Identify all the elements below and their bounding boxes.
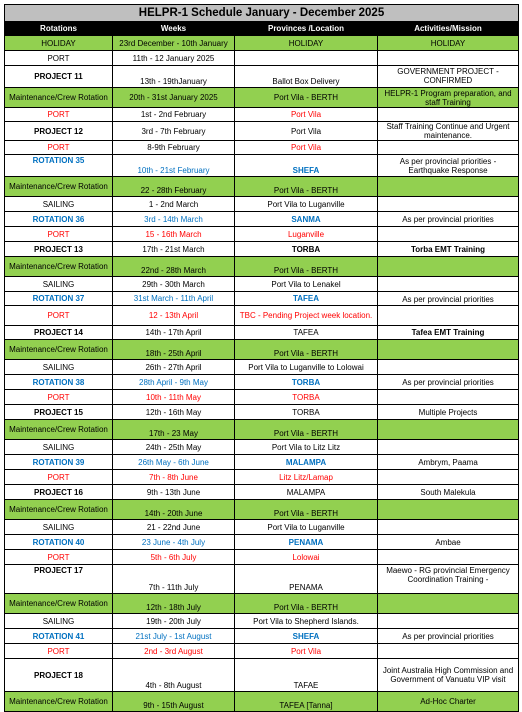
rotation-cell: PORT <box>5 550 113 565</box>
weeks-cell: 8-9th February <box>113 141 235 155</box>
activity-cell: As per provincial priorities <box>378 292 519 306</box>
weeks-cell: 22nd - 28th March <box>113 257 235 277</box>
weeks-cell: 1st - 2nd February <box>113 108 235 122</box>
location-cell: TAFEA [Tanna] <box>235 692 378 712</box>
schedule-row <box>5 550 519 565</box>
location-cell: Port Vila to Shepherd Islands. <box>235 614 378 629</box>
rotation-cell: SAILING <box>5 197 113 212</box>
activity-cell <box>378 141 519 155</box>
weeks-cell: 3rd - 7th February <box>113 122 235 141</box>
schedule-row <box>5 88 519 108</box>
weeks-cell: 14th - 20th June <box>113 500 235 520</box>
location-cell: PENAMA <box>235 565 378 594</box>
schedule-row <box>5 292 519 306</box>
schedule-row <box>5 122 519 141</box>
location-cell: MALAMPA <box>235 455 378 470</box>
location-cell: TORBA <box>235 242 378 257</box>
weeks-cell: 9th - 13th June <box>113 485 235 500</box>
rotation-cell: PORT <box>5 470 113 485</box>
schedule-row <box>5 141 519 155</box>
schedule-row <box>5 66 519 88</box>
weeks-cell: 10th - 21st February <box>113 155 235 177</box>
location-cell: Port Vila <box>235 122 378 141</box>
activity-cell <box>378 51 519 66</box>
weeks-cell: 15 - 16th March <box>113 227 235 242</box>
location-cell: Litz Litz/Lamap <box>235 470 378 485</box>
weeks-cell: 31st March - 11th April <box>113 292 235 306</box>
rotation-cell: PORT <box>5 306 113 326</box>
weeks-cell: 26th May - 6th June <box>113 455 235 470</box>
location-cell: MALAMPA <box>235 485 378 500</box>
activity-cell <box>378 197 519 212</box>
activity-cell <box>378 108 519 122</box>
location-cell: TAFEA <box>235 326 378 340</box>
activity-cell <box>378 500 519 520</box>
activity-cell <box>378 340 519 360</box>
rotation-cell: Maintenance/Crew Rotation <box>5 420 113 440</box>
location-cell: SHEFA <box>235 155 378 177</box>
location-cell: Port Vila - BERTH <box>235 257 378 277</box>
weeks-cell: 4th - 8th August <box>113 659 235 692</box>
location-cell: Ballot Box Delivery <box>235 66 378 88</box>
rotation-cell: PROJECT 15 <box>5 405 113 420</box>
location-cell: Port Vila <box>235 108 378 122</box>
weeks-cell: 21 - 22nd June <box>113 520 235 535</box>
activity-cell <box>378 470 519 485</box>
location-cell: Port Vila to Litz Litz <box>235 440 378 455</box>
schedule-row <box>5 51 519 66</box>
rotation-cell: Maintenance/Crew Rotation <box>5 500 113 520</box>
schedule-row <box>5 257 519 277</box>
rotation-cell: PROJECT 12 <box>5 122 113 141</box>
weeks-cell: 17th - 21st March <box>113 242 235 257</box>
location-cell: HOLIDAY <box>235 36 378 51</box>
location-cell: Port Vila <box>235 644 378 659</box>
schedule-row <box>5 306 519 326</box>
location-cell: Port Vila - BERTH <box>235 88 378 108</box>
schedule-row <box>5 565 519 594</box>
location-cell: Port Vila - BERTH <box>235 420 378 440</box>
header-rotations: Rotations <box>5 22 113 36</box>
activity-cell: As per provincial priorities <box>378 212 519 227</box>
activity-cell: Joint Australia High Commission and Government of Vanuatu VIP visit <box>378 659 519 692</box>
activity-cell <box>378 360 519 375</box>
rotation-cell: Maintenance/Crew Rotation <box>5 88 113 108</box>
weeks-cell: 21st July - 1st August <box>113 629 235 644</box>
rotation-cell: HOLIDAY <box>5 36 113 51</box>
rotation-cell: ROTATION 39 <box>5 455 113 470</box>
activity-cell <box>378 644 519 659</box>
rotation-cell: PORT <box>5 108 113 122</box>
schedule-row <box>5 242 519 257</box>
rotation-cell: Maintenance/Crew Rotation <box>5 177 113 197</box>
activity-cell <box>378 390 519 405</box>
activity-cell: Ambrym, Paama <box>378 455 519 470</box>
activity-cell: As per provincial priorities <box>378 629 519 644</box>
weeks-cell: 18th - 25th April <box>113 340 235 360</box>
header-row <box>5 22 519 36</box>
rotation-cell: ROTATION 35 <box>5 155 113 177</box>
activity-cell: GOVERNMENT PROJECT - CONFIRMED <box>378 66 519 88</box>
activity-cell <box>378 440 519 455</box>
location-cell: Port Vila - BERTH <box>235 500 378 520</box>
activity-cell: As per provincial priorities <box>378 375 519 390</box>
location-cell: Port Vila - BERTH <box>235 340 378 360</box>
location-cell: Port Vila - BERTH <box>235 177 378 197</box>
schedule-row <box>5 390 519 405</box>
header-activities: Activities/Mission <box>378 22 519 36</box>
weeks-cell: 29th - 30th March <box>113 277 235 292</box>
weeks-cell: 26th - 27th April <box>113 360 235 375</box>
schedule-row <box>5 455 519 470</box>
schedule-row <box>5 108 519 122</box>
rotation-cell: ROTATION 36 <box>5 212 113 227</box>
weeks-cell: 14th - 17th April <box>113 326 235 340</box>
weeks-cell: 1 - 2nd March <box>113 197 235 212</box>
location-cell: SANMA <box>235 212 378 227</box>
activity-cell <box>378 550 519 565</box>
activity-cell: South Malekula <box>378 485 519 500</box>
weeks-cell: 12th - 16th May <box>113 405 235 420</box>
rotation-cell: ROTATION 37 <box>5 292 113 306</box>
activity-cell <box>378 257 519 277</box>
location-cell <box>235 51 378 66</box>
weeks-cell: 23rd December - 10th January <box>113 36 235 51</box>
activity-cell: HELPR-1 Program preparation, and staff Training <box>378 88 519 108</box>
rotation-cell: ROTATION 41 <box>5 629 113 644</box>
activity-cell <box>378 277 519 292</box>
schedule-row <box>5 197 519 212</box>
rotation-cell: Maintenance/Crew Rotation <box>5 692 113 712</box>
rotation-cell: Maintenance/Crew Rotation <box>5 594 113 614</box>
header-location: Provinces /Location <box>235 22 378 36</box>
rotation-cell: SAILING <box>5 614 113 629</box>
activity-cell <box>378 306 519 326</box>
rotation-cell: SAILING <box>5 360 113 375</box>
activity-cell: As per provincial priorities - Earthquake Response <box>378 155 519 177</box>
location-cell: TORBA <box>235 390 378 405</box>
activity-cell: HOLIDAY <box>378 36 519 51</box>
rotation-cell: PROJECT 17 <box>5 565 113 594</box>
location-cell: TORBA <box>235 405 378 420</box>
weeks-cell: 7th - 11th July <box>113 565 235 594</box>
schedule-sheet <box>4 4 518 712</box>
rotation-cell: SAILING <box>5 520 113 535</box>
schedule-title: HELPR-1 Schedule January - December 2025 <box>5 5 519 22</box>
location-cell: Port Vila to Luganville <box>235 197 378 212</box>
activity-cell <box>378 614 519 629</box>
rotation-cell: PROJECT 11 <box>5 66 113 88</box>
rotation-cell: PORT <box>5 51 113 66</box>
weeks-cell: 7th - 8th June <box>113 470 235 485</box>
weeks-cell: 10th - 11th May <box>113 390 235 405</box>
weeks-cell: 12 - 13th April <box>113 306 235 326</box>
schedule-row <box>5 212 519 227</box>
schedule-row <box>5 485 519 500</box>
location-cell: Lolowai <box>235 550 378 565</box>
rotation-cell: SAILING <box>5 440 113 455</box>
weeks-cell: 23 June - 4th July <box>113 535 235 550</box>
activity-cell: Ad-Hoc Charter <box>378 692 519 712</box>
location-cell: Port Vila <box>235 141 378 155</box>
weeks-cell: 9th - 15th August <box>113 692 235 712</box>
weeks-cell: 12th - 18th July <box>113 594 235 614</box>
activity-cell: Ambae <box>378 535 519 550</box>
rotation-cell: PORT <box>5 390 113 405</box>
location-cell: Port Vila - BERTH <box>235 594 378 614</box>
activity-cell: Maewo - RG provincial Emergency Coordination Training - <box>378 565 519 594</box>
schedule-row <box>5 614 519 629</box>
weeks-cell: 3rd - 14th March <box>113 212 235 227</box>
schedule-row <box>5 340 519 360</box>
location-cell: Port Vila to Luganville <box>235 520 378 535</box>
weeks-cell: 11th - 12 January 2025 <box>113 51 235 66</box>
activity-cell: Tafea EMT Training <box>378 326 519 340</box>
weeks-cell: 22 - 28th February <box>113 177 235 197</box>
schedule-row <box>5 277 519 292</box>
schedule-row <box>5 594 519 614</box>
weeks-cell: 19th - 20th July <box>113 614 235 629</box>
location-cell: TORBA <box>235 375 378 390</box>
schedule-row <box>5 440 519 455</box>
schedule-row <box>5 659 519 692</box>
location-cell: TAFAE <box>235 659 378 692</box>
schedule-row <box>5 36 519 51</box>
rotation-cell: PROJECT 18 <box>5 659 113 692</box>
rotation-cell: ROTATION 38 <box>5 375 113 390</box>
schedule-row <box>5 405 519 420</box>
header-weeks: Weeks <box>113 22 235 36</box>
schedule-row <box>5 227 519 242</box>
activity-cell <box>378 177 519 197</box>
schedule-row <box>5 177 519 197</box>
rotation-cell: ROTATION 40 <box>5 535 113 550</box>
location-cell: TBC - Pending Project week location. <box>235 306 378 326</box>
activity-cell: Staff Training Continue and Urgent maintenance. <box>378 122 519 141</box>
schedule-row <box>5 375 519 390</box>
rotation-cell: PROJECT 13 <box>5 242 113 257</box>
rotation-cell: PORT <box>5 141 113 155</box>
rotation-cell: PORT <box>5 644 113 659</box>
schedule-row <box>5 535 519 550</box>
schedule-row <box>5 644 519 659</box>
schedule-row <box>5 500 519 520</box>
location-cell: Luganville <box>235 227 378 242</box>
rotation-cell: SAILING <box>5 277 113 292</box>
rotation-cell: PROJECT 14 <box>5 326 113 340</box>
weeks-cell: 2nd - 3rd August <box>113 644 235 659</box>
location-cell: TAFEA <box>235 292 378 306</box>
location-cell: Port Vila to Lenakel <box>235 277 378 292</box>
weeks-cell: 24th - 25th May <box>113 440 235 455</box>
schedule-table <box>4 4 519 712</box>
activity-cell <box>378 520 519 535</box>
rotation-cell: PROJECT 16 <box>5 485 113 500</box>
weeks-cell: 13th - 19thJanuary <box>113 66 235 88</box>
rotation-cell: Maintenance/Crew Rotation <box>5 257 113 277</box>
schedule-row <box>5 470 519 485</box>
schedule-row <box>5 520 519 535</box>
activity-cell <box>378 420 519 440</box>
weeks-cell: 17th - 23 May <box>113 420 235 440</box>
weeks-cell: 5th - 6th July <box>113 550 235 565</box>
schedule-row <box>5 360 519 375</box>
rotation-cell: Maintenance/Crew Rotation <box>5 340 113 360</box>
rotation-cell: PORT <box>5 227 113 242</box>
schedule-row <box>5 420 519 440</box>
schedule-row <box>5 629 519 644</box>
location-cell: SHEFA <box>235 629 378 644</box>
location-cell: Port Vila to Luganville to Lolowai <box>235 360 378 375</box>
activity-cell <box>378 227 519 242</box>
activity-cell: Multiple Projects <box>378 405 519 420</box>
activity-cell <box>378 594 519 614</box>
activity-cell: Torba EMT Training <box>378 242 519 257</box>
schedule-row <box>5 155 519 177</box>
schedule-row <box>5 326 519 340</box>
location-cell: PENAMA <box>235 535 378 550</box>
weeks-cell: 28th April - 9th May <box>113 375 235 390</box>
weeks-cell: 20th - 31st January 2025 <box>113 88 235 108</box>
